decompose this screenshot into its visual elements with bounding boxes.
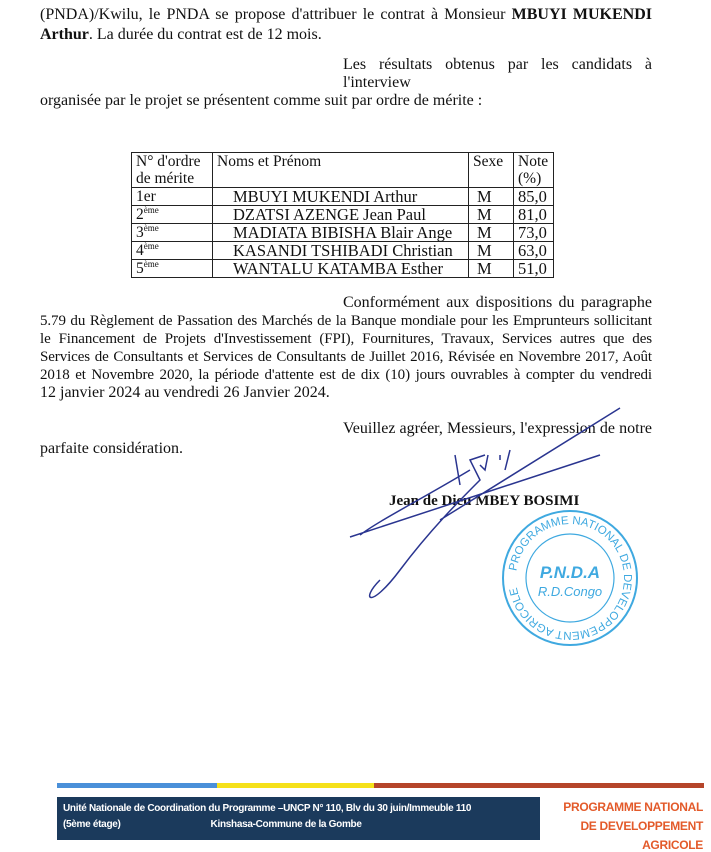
table-header [132, 153, 554, 188]
paragraph-line: 2018 et Novembre 2020, la période d'attente est de dix (10) jours ouvrables à compter du vendredi [40, 367, 652, 383]
name: MBUYI MUKENDI Arthur [213, 188, 469, 206]
sex: M [469, 242, 514, 260]
name: MADIATA BIBISHA Blair Ange [213, 224, 469, 242]
candidate-name: MBUYI MUKENDI [511, 6, 653, 23]
table-row [132, 242, 554, 260]
sex: M [469, 206, 514, 224]
rank: 2ème [132, 206, 213, 224]
results-intro-2: organisée par le projet se présentent comme suit par ordre de mérite : [40, 92, 483, 109]
header-note: Note (%) [514, 153, 554, 188]
footer-brand: PROGRAMME NATIONAL DE DEVELOPPEMENT AGRICOLE [563, 800, 703, 852]
paragraph-line: Services de Consultants et Services de Consultants de Juillet 2016, Révisée en Novembre 2017, Août [40, 349, 652, 365]
note: 73,0 [514, 224, 554, 242]
header-rank: N° d'ordre de mérite [132, 153, 213, 188]
intro-line-2 [40, 26, 652, 44]
name: KASANDI TSHIBADI Christian [213, 242, 469, 260]
note: 85,0 [514, 188, 554, 206]
sex: M [469, 260, 514, 278]
stamp-center-2: R.D.Congo [537, 584, 603, 599]
letter-body [40, 6, 652, 510]
results-intro-1: Les résultats obtenus par les candidats à l'interview [343, 56, 652, 91]
sex: M [469, 188, 514, 206]
note: 63,0 [514, 242, 554, 260]
intro-line-1 [40, 6, 652, 24]
table-row [132, 224, 554, 242]
rank: 5ème [132, 260, 213, 278]
header-name: Noms et Prénom [213, 153, 469, 188]
note: 51,0 [514, 260, 554, 278]
paragraph-line: le Financement de Projets d'Investissement (FPI), Fournitures, Travaux, Services autres que des [40, 331, 652, 347]
table-row [132, 188, 554, 206]
address-line-2: (5ème étage) Kinshasa-Commune de la Gombe [63, 819, 362, 830]
rank: 1er [132, 188, 213, 206]
table-row [132, 260, 554, 278]
pnda-stamp [500, 508, 640, 648]
closing-line-1: Veuillez agréer, Messieurs, l'expression de notre [343, 420, 652, 437]
footer-address [57, 797, 540, 840]
intro-text: (PNDA)/Kwilu, le PNDA se propose d'attribuer le contrat à Monsieur [40, 6, 506, 23]
candidate-firstname: Arthur [40, 26, 89, 43]
paragraph-line: 5.79 du Règlement de Passation des Marchés de la Banque mondiale pour les Emprunteurs sollicitant [40, 313, 652, 329]
table-row [132, 206, 554, 224]
note: 81,0 [514, 206, 554, 224]
paragraph-line: 12 janvier 2024 au vendredi 26 Janvier 2024. [40, 384, 330, 401]
stamp-center-1: P.N.D.A [539, 563, 601, 582]
footer-bar-red [374, 783, 704, 788]
name: DZATSI AZENGE Jean Paul [213, 206, 469, 224]
footer-bar-yellow [217, 783, 374, 788]
name: WANTALU KATAMBA Esther [213, 260, 469, 278]
footer-bar-blue [57, 783, 217, 788]
stamp-ring-text: PROGRAMME NATIONAL DE DEVELOPPEMENT AGRICOLE [507, 514, 634, 642]
paragraph-line: Conformément aux dispositions du paragraphe [343, 294, 652, 311]
rank: 3ème [132, 224, 213, 242]
results-table [131, 152, 554, 278]
signatory-name: Jean de Dieu MBEY BOSIMI [389, 493, 580, 509]
closing-line-2: parfaite considération. [40, 440, 184, 457]
sex: M [469, 224, 514, 242]
address-line-1: Unité Nationale de Coordination du Programme –UNCP N° 110, Blv du 30 juin/Immeuble 110 [63, 803, 472, 814]
contract-duration: . La durée du contrat est de 12 mois. [88, 26, 322, 43]
header-sex: Sexe [469, 153, 514, 188]
rank: 4ème [132, 242, 213, 260]
